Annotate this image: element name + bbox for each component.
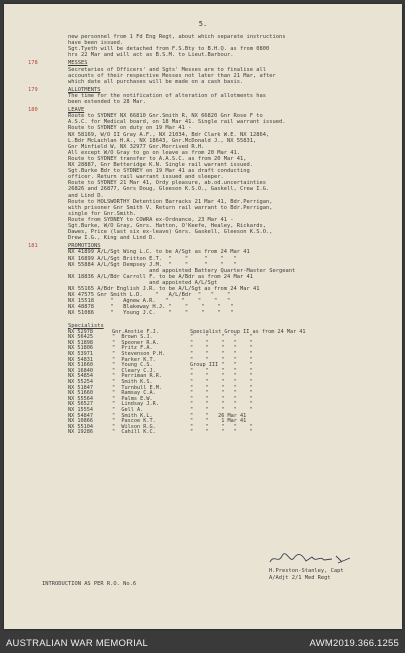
specialist-name: " Wilson R.G. [112, 423, 156, 430]
specialist-number: NX 55104 [68, 423, 93, 430]
body-line: have been issued. [68, 40, 124, 47]
body-line: and Lind D. [68, 192, 104, 199]
specialist-group: Group III " " " [190, 362, 253, 369]
body-line: NX 55884 A/L/Sgt Dempsey J.M. " " " " " [68, 261, 237, 268]
specialist-group: " " " " " [190, 373, 253, 380]
document-page [4, 4, 402, 629]
specialist-number: NX 55254 [68, 379, 93, 385]
page-number: 5. [198, 20, 208, 28]
specialist-name: " Cleary C.J. [112, 367, 156, 374]
body-line: NX 15518 " Agnew A.R. " " " " " [68, 298, 231, 305]
specialists-heading: Specialists [68, 322, 104, 329]
specialist-group: " " " " " [190, 334, 253, 341]
body-line: NX 51086 " Young J.C. " " " " " [68, 310, 234, 317]
specialist-group: " " " " " [190, 390, 253, 397]
body-line: accounts of their respective Messes not later than 21 Mar, after [68, 72, 276, 79]
specialist-number: NX 52978 [68, 328, 93, 335]
body-line: NX 28887, Gnr Betteridge K.N. Single rail warrant issued. [68, 162, 253, 168]
specialist-number: NX 53971 [68, 351, 93, 357]
specialist-group: " " " " " [190, 423, 253, 430]
footer-accession-number: AWM2019.366.1255 [309, 637, 399, 649]
specialist-name: " Cahill K.C. [112, 429, 156, 436]
specialist-name: " Lindsay J.R. [112, 401, 159, 408]
specialist-number: NX 51898 [68, 339, 93, 346]
specialist-name: " Smith K.S. [112, 379, 153, 385]
specialist-number: NX 54831 [68, 356, 93, 363]
specialist-group: " " " " " [190, 345, 253, 352]
body-line: Route to SYDNEY on duty on 19 Mar 41 - [68, 125, 192, 132]
body-line: NX 55165 A/Bdr English J.R. to be A/L/Sgt as from 24 Mar 41 [68, 286, 260, 292]
body-line: 26826 and 26877, Gnrs Doug, Gleeson K.S.O., Gaskell, Crew I.G. [68, 186, 270, 193]
body-line: NX 41899 A/L/Sgt Wing L.C. to be A/Sgt as from 24 Mar 41 [68, 249, 250, 256]
specialist-name: " Young C.S. [112, 362, 153, 369]
specialist-number: NX 56425 [68, 334, 93, 341]
specialist-group: " " " " " [190, 401, 253, 408]
specialist-name: Gnr.Anstie F.J. [112, 328, 159, 335]
body-line: NX 48878 " Blakeway H.J. " " " " " [68, 304, 234, 311]
body-line: Route to SYDNEY transfer to A.A.S.C. as from 20 Mar 41, [68, 155, 247, 162]
body-line: Sgt.Tyeth will be detached from F.S.Bty to B.H.Q. as from 0800 [68, 46, 270, 53]
specialist-name: " Turnbull E.M. [112, 384, 162, 391]
specialist-name: " Palms E.W. [112, 395, 153, 402]
specialist-name: " Stevenson P.H. [112, 351, 166, 357]
specialist-group: " " " " " [190, 429, 253, 436]
item-heading: ALLOTMENTS [68, 86, 101, 93]
body-line: Route to SYDNEY 21 Mar 41, Ordy pleasure, ab.od.uncertainties [68, 180, 266, 187]
specialist-group: " " " " " [190, 356, 253, 363]
specialist-number: NX 54847 [68, 412, 93, 419]
body-line: new personnel from 1 Fd Eng Regt, about which separate instructions [68, 34, 286, 40]
specialist-name: " Parker K.T. [112, 356, 156, 363]
item-heading: PROMOTIONS [68, 243, 101, 250]
specialist-group: " " " " " [190, 339, 253, 346]
body-line: which date all purchases will be made on a cash basis. [68, 78, 244, 85]
body-line: NX 18836 A/L/Bdr Carroll F. to be A/Bdr as from 24 Mar 41 [68, 273, 253, 280]
specialist-group: " " " " " [190, 395, 253, 402]
specialist-name: " Perriman R.R. [112, 373, 162, 380]
item-number: 181 [28, 243, 38, 250]
body-line: All except W/O Gray to go on leave as from 20 Mar 41. [68, 149, 241, 156]
specialist-name: " Pascoe K.T. [112, 418, 156, 425]
specialist-name: " Ramsay C.A. [112, 390, 156, 397]
item-number: 180 [28, 107, 38, 114]
signature-title: A/Adjt 2/1 Med Regt [269, 575, 331, 581]
body-line: single for Gnr.Smith. [68, 210, 137, 217]
item-number: 178 [28, 60, 38, 67]
body-line: Drew I.G., King and Lind D. [68, 235, 156, 242]
handwritten-signature [266, 552, 356, 566]
specialist-number: NX 51660 [68, 390, 93, 397]
body-line: and appointed Battery Quarter-Master Sergeant [68, 267, 296, 274]
body-line: Sgt.Burke Bdr to SYDNEY on 19 Mar 41 as draft conducting [68, 168, 250, 175]
introduction-line: INTRODUCTION AS PER R.O. No.6 [42, 581, 137, 587]
specialist-number: NX 10866 [68, 418, 93, 425]
body-line: Sgt.Burke, W/O Gray, Gnrs. Hatton, O'Keefe, Healey, Rickards, [68, 223, 266, 229]
body-line: L.Bdr McLachlan H.A., NX 18643, Gnr.McDonald J., NX 55831, [68, 137, 257, 144]
body-line: officer. Return rail warrant issued and sleeper. [68, 174, 224, 181]
body-line: Route from SYDNEY to COWRA ex-Ordnance, 23 Mar 41 - [68, 216, 234, 223]
specialist-number: NX 56527 [68, 401, 93, 408]
specialist-number: NX 54854 [68, 373, 93, 380]
body-line: Route to SYDNEY NX 66810 Gnr.Smith R, NX 66820 Gnr Rose F to [68, 113, 263, 120]
item-heading: MESSES [68, 60, 88, 67]
body-line: Route to HOLSWORTHY Detention Barracks 21 Mar 41, Bdr.Perrigan, [68, 198, 273, 205]
specialist-name: " Gell A. [112, 407, 144, 413]
specialist-group: " " " " " [190, 351, 253, 357]
specialist-group: " " " " " [190, 379, 253, 385]
specialist-number: NX 51660 [68, 362, 93, 369]
specialist-group: " " 26 Mar 41 [190, 412, 247, 419]
specialist-number: NX 51847 [68, 384, 93, 391]
footer-institution: AUSTRALIAN WAR MEMORIAL [6, 637, 149, 649]
specialist-group: " " " " " [190, 384, 253, 391]
body-line: NX 58169, W/O II Gray A.F., NX 21034, Bdr Clark W.E. NX 12864, [68, 131, 270, 138]
archive-footer [0, 633, 405, 653]
specialist-name: " Spooner R.A. [112, 339, 159, 346]
body-line: A.S.C. for Medical board, on 18 Mar 41. Single rail warrant issued. [68, 119, 286, 126]
body-line: with prisoner Gnr Smith V. Return rail warrant to Bdr.Perrigan, [68, 204, 273, 211]
body-line: Dawes, Price (last six ex-leave) Gnrs. Gaskell, Gleeson K.S.O., [68, 229, 273, 236]
body-line: hrs 22 Mar and will act as B.S.M. to Lieut.Barbour. [68, 52, 234, 59]
specialist-number: NX 19286 [68, 429, 93, 436]
body-line: The time for the notification of alteration of allotments has [68, 92, 266, 99]
specialist-group: " " " " " [190, 367, 253, 374]
item-heading: LEAVE [68, 107, 85, 114]
body-line: been extended to 28 Mar. [68, 99, 146, 105]
specialist-number: NX 55564 [68, 395, 93, 402]
specialist-number: NX 15554 [68, 407, 93, 413]
specialist-name: " Pritz F.A. [112, 345, 153, 352]
body-line: NX 47575 Gnr Smith L.D. " A/L/Bdr " " " [68, 292, 231, 299]
body-line: and appointed A/L/Sgt [68, 279, 218, 286]
specialist-name: " Brown S.J. [112, 334, 153, 341]
item-number: 179 [28, 86, 38, 93]
body-line: Gnr Minfield W, NX 32977 Gnr.Morrived R.H. [68, 143, 205, 150]
specialist-group: Specialist Group II as from 24 Mar 41 [190, 328, 306, 335]
body-line: NX 16899 A/L/Sgt Britton E.T. " " " " " [68, 255, 237, 262]
specialist-group: " " 1 Mar 41 [190, 418, 247, 425]
specialist-number: NX 51806 [68, 345, 93, 352]
body-line: Secretaries of Officers' and Sgts' Messes are to finalise all [68, 66, 266, 73]
specialist-group: " " " " " [190, 407, 253, 413]
signature-name: H.Preston-Stanley, Capt [269, 568, 344, 574]
specialist-number: NX 16840 [68, 367, 93, 374]
specialist-name: " Smith K.L. [112, 412, 153, 419]
